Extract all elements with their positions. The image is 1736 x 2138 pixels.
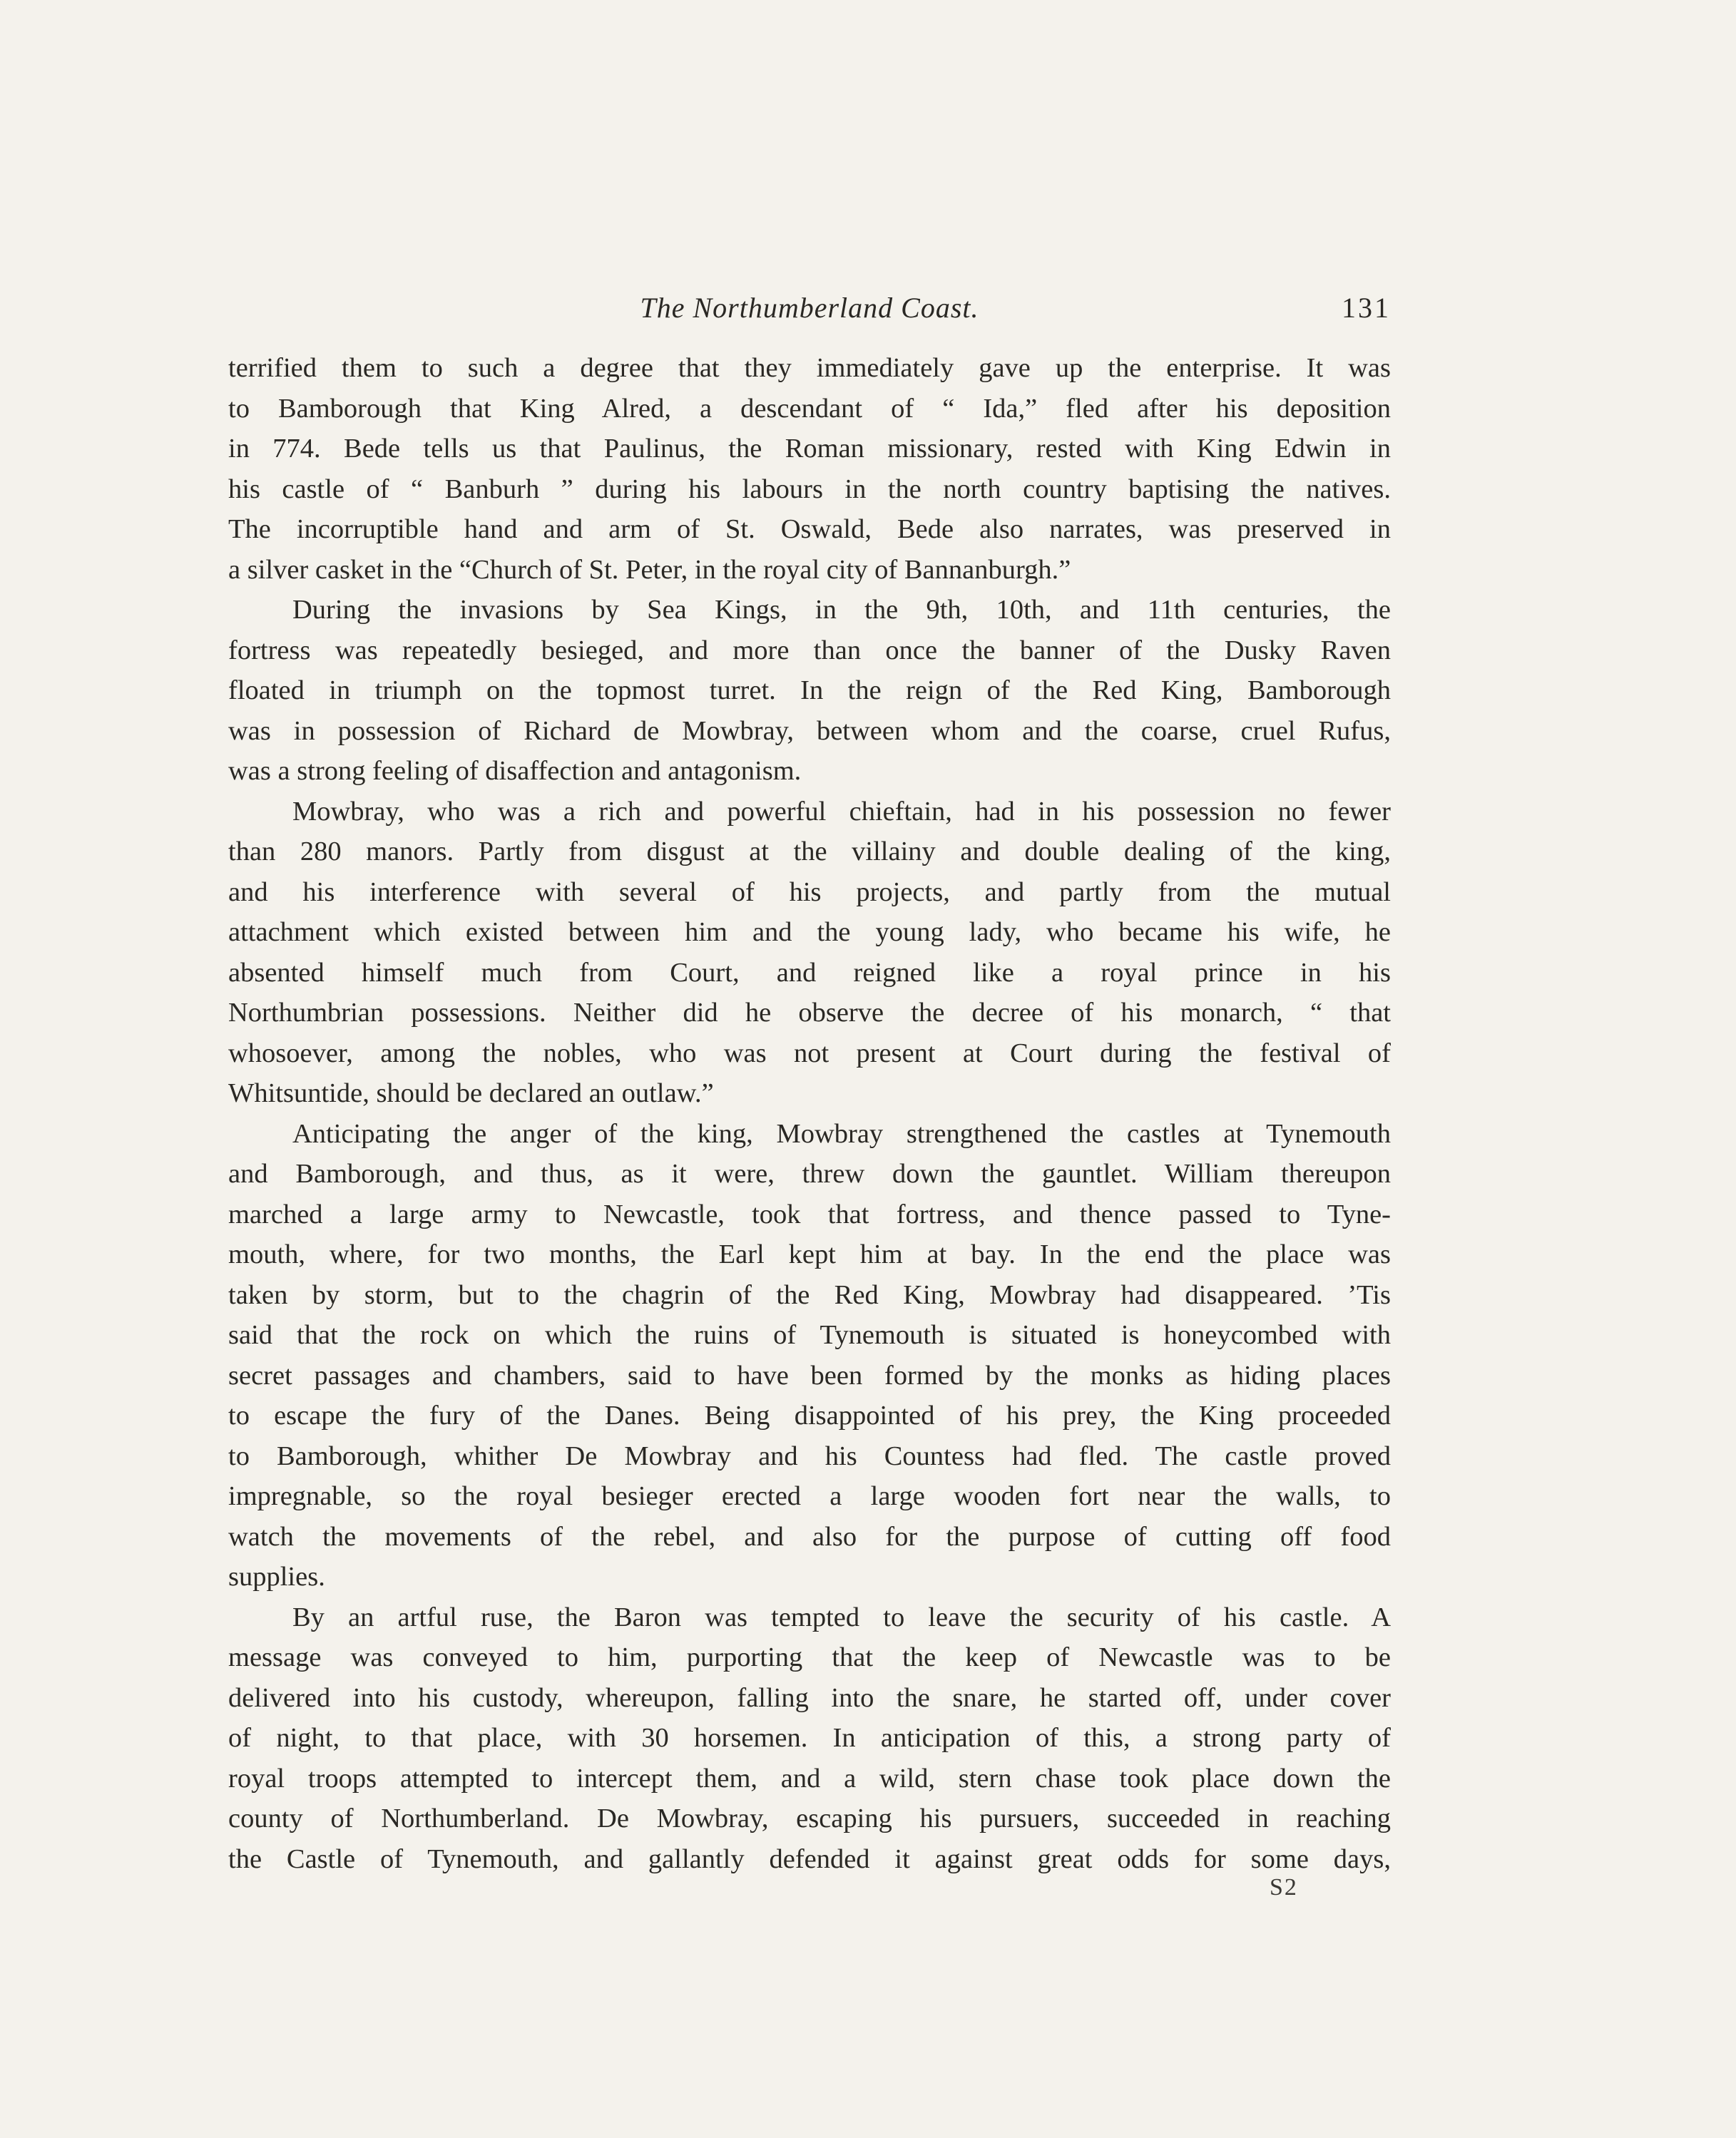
text-line: supplies. bbox=[228, 1562, 325, 1592]
running-head bbox=[228, 291, 1391, 334]
text-line: and his interference with several of his projects, and partly from the mutual bbox=[228, 876, 1391, 907]
text-line: a silver casket in the “Church of St. Peter, in the royal city of Bannanburgh.” bbox=[228, 554, 1071, 585]
text-line: terrified them to such a degree that they immediately gave up the enterprise. It was bbox=[228, 353, 1391, 383]
text-line: impregnable, so the royal besieger erected a large wooden fort near the walls, to bbox=[228, 1481, 1391, 1511]
text-line: marched a large army to Newcastle, took that fortress, and thence passed to Tyne- bbox=[228, 1199, 1391, 1229]
text-line: to Bamborough, whither De Mowbray and his Countess had fled. The castle proved bbox=[228, 1441, 1391, 1471]
paragraph-start-line: Mowbray, who was a rich and powerful chieftain, had in his possession no fewer bbox=[292, 796, 1391, 827]
text-line: floated in triumph on the topmost turret. In the reign of the Red King, Bamborough bbox=[228, 675, 1391, 705]
running-title: The Northumberland Coast. bbox=[640, 292, 979, 324]
paragraph-start-line: Anticipating the anger of the king, Mowbray strengthened the castles at Tynemouth bbox=[292, 1118, 1391, 1149]
text-line: attachment which existed between him and the young lady, who became his wife, he bbox=[228, 917, 1391, 947]
text-line: was in possession of Richard de Mowbray, between whom and the coarse, cruel Rufus, bbox=[228, 715, 1391, 746]
text-line: was a strong feeling of disaffection and antagonism. bbox=[228, 756, 802, 786]
text-line: county of Northumberland. De Mowbray, escaping his pursuers, succeeded in reaching bbox=[228, 1804, 1391, 1833]
text-line: fortress was repeatedly besieged, and more than once the banner of the Dusky Raven bbox=[228, 635, 1391, 665]
text-line: whosoever, among the nobles, who was not present at Court during the festival of bbox=[228, 1038, 1391, 1068]
text-line: of night, to that place, with 30 horsemen. In anticipation of this, a strong party of bbox=[228, 1723, 1391, 1753]
text-line: watch the movements of the rebel, and also for the purpose of cutting off food bbox=[228, 1521, 1391, 1552]
text-line: to escape the fury of the Danes. Being disappointed of his prey, the King proceeded bbox=[228, 1401, 1391, 1431]
text-line: message was conveyed to him, purporting that the keep of Newcastle was to be bbox=[228, 1642, 1391, 1672]
text-line: Northumbrian possessions. Neither did he observe the decree of his monarch, “ that bbox=[228, 998, 1391, 1028]
body-text bbox=[228, 348, 1391, 1879]
page-number: 131 bbox=[1342, 292, 1391, 324]
paragraph-start-line: By an artful ruse, the Baron was tempted to leave the security of his castle. A bbox=[292, 1602, 1391, 1632]
text-line: and Bamborough, and thus, as it were, threw down the gauntlet. William thereupon bbox=[228, 1159, 1391, 1189]
paragraph-start-line: During the invasions by Sea Kings, in the 9th, 10th, and 11th centuries, the bbox=[292, 595, 1391, 625]
text-line: absented himself much from Court, and reigned like a royal prince in his bbox=[228, 957, 1391, 988]
text-line: to Bamborough that King Alred, a descendant of “ Ida,” fled after his deposition bbox=[228, 393, 1391, 424]
text-line: said that the rock on which the ruins of Tynemouth is situated is honeycombed with bbox=[228, 1320, 1391, 1350]
text-line: taken by storm, but to the chagrin of the Red King, Mowbray had disappeared. ’Tis bbox=[228, 1279, 1391, 1310]
text-line: mouth, where, for two months, the Earl kept him at bay. In the end the place was bbox=[228, 1239, 1391, 1269]
text-line: in 774. Bede tells us that Paulinus, the Roman missionary, rested with King Edwin in bbox=[228, 434, 1391, 464]
text-line: royal troops attempted to intercept them, and a wild, stern chase took place down the bbox=[228, 1763, 1391, 1794]
text-line: secret passages and chambers, said to have been formed by the monks as hiding places bbox=[228, 1360, 1391, 1391]
text-line: the Castle of Tynemouth, and gallantly defended it against great odds for some days, bbox=[228, 1843, 1391, 1874]
text-line: his castle of “ Banburh ” during his labours in the north country baptising the natives. bbox=[228, 474, 1391, 504]
text-line: than 280 manors. Partly from disgust at the villainy and double dealing of the king, bbox=[228, 837, 1391, 866]
text-line: The incorruptible hand and arm of St. Oswald, Bede also narrates, was preserved in bbox=[228, 514, 1391, 544]
text-line: Whitsuntide, should be declared an outlaw.” bbox=[228, 1078, 714, 1108]
signature-mark: S2 bbox=[1270, 1874, 1298, 1901]
text-line: delivered into his custody, whereupon, falling into the snare, he started off, under cover bbox=[228, 1682, 1391, 1713]
